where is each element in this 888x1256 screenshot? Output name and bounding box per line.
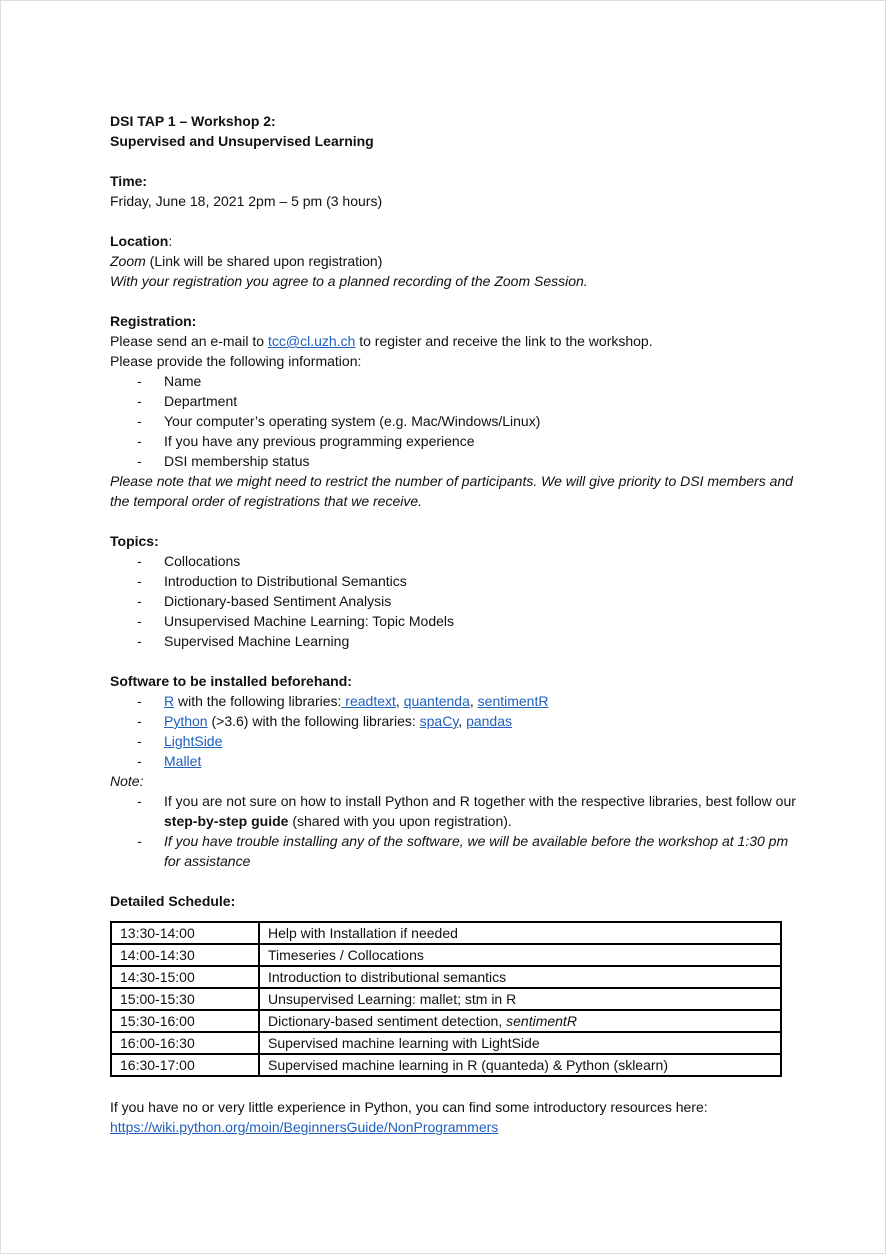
schedule-table bbox=[110, 921, 782, 1077]
location-heading bbox=[110, 231, 800, 251]
footer-link[interactable]: https://wiki.python.org/moin/BeginnersGuide/NonProgrammers bbox=[110, 1119, 499, 1135]
lightside-link[interactable]: LightSide bbox=[164, 733, 223, 749]
schedule-time: 13:30-14:00 bbox=[111, 922, 259, 944]
software-item-mallet bbox=[110, 751, 800, 771]
schedule-time: 14:30-15:00 bbox=[111, 966, 259, 988]
location-value bbox=[110, 251, 800, 271]
readtext-link[interactable]: readtext bbox=[341, 693, 396, 709]
table-row bbox=[111, 1010, 781, 1032]
separator: , bbox=[469, 693, 478, 709]
quantenda-link[interactable]: quantenda bbox=[403, 693, 470, 709]
list-item: - Introduction to Distributional Semantics bbox=[110, 571, 800, 591]
registration-email-post: to register and receive the link to the workshop. bbox=[355, 333, 653, 349]
registration-list bbox=[110, 371, 800, 471]
schedule-time: 16:30-17:00 bbox=[111, 1054, 259, 1076]
software-list bbox=[110, 691, 800, 771]
python-text: (>3.6) with the following libraries: bbox=[207, 713, 420, 729]
note-item1-post: (shared with you upon registration). bbox=[288, 813, 512, 829]
time-value: Friday, June 18, 2021 2pm – 5 pm (3 hours) bbox=[110, 193, 383, 209]
schedule-activity: Supervised machine learning in R (quanteda) & Python (sklearn) bbox=[259, 1054, 781, 1076]
topics-heading: Topics: bbox=[110, 533, 159, 549]
note-item-trouble: - If you have trouble installing any of the software, we will be available before the workshop at 1:30 pm for assistance bbox=[110, 831, 800, 871]
list-item: - Department bbox=[110, 391, 800, 411]
table-row bbox=[111, 966, 781, 988]
footer-text: If you have no or very little experience in Python, you can find some introductory resources here: bbox=[110, 1099, 708, 1115]
title-line-1: DSI TAP 1 – Workshop 2: bbox=[110, 113, 276, 129]
document-content bbox=[110, 111, 800, 1137]
separator: , bbox=[458, 713, 467, 729]
list-item: - Name bbox=[110, 371, 800, 391]
schedule-time: 16:00-16:30 bbox=[111, 1032, 259, 1054]
mallet-link[interactable]: Mallet bbox=[164, 753, 202, 769]
time-heading: Time: bbox=[110, 173, 148, 189]
priority-note: Please note that we might need to restrict the number of participants. We will give priority to DSI members and the temporal order of registrations that we receive. bbox=[110, 473, 793, 509]
sentimentr-link[interactable]: sentimentR bbox=[477, 693, 549, 709]
schedule-activity: Help with Installation if needed bbox=[259, 922, 781, 944]
note-heading: Note: bbox=[110, 773, 144, 789]
spacy-link[interactable]: spaCy bbox=[419, 713, 459, 729]
note-item-install bbox=[110, 791, 800, 831]
location-colon: : bbox=[168, 233, 173, 249]
software-item-r bbox=[110, 691, 800, 711]
list-item: - Supervised Machine Learning bbox=[110, 631, 800, 651]
table-row bbox=[111, 944, 781, 966]
schedule-activity: Timeseries / Collocations bbox=[259, 944, 781, 966]
table-row bbox=[111, 1054, 781, 1076]
location-heading-text: Location bbox=[110, 233, 169, 249]
list-item: - Dictionary-based Sentiment Analysis bbox=[110, 591, 800, 611]
registration-heading: Registration: bbox=[110, 313, 197, 329]
schedule-time: 15:00-15:30 bbox=[111, 988, 259, 1010]
registration-provide: Please provide the following information: bbox=[110, 353, 362, 369]
r-text: with the following libraries: bbox=[174, 693, 342, 709]
schedule-activity: Unsupervised Learning: mallet; stm in R bbox=[259, 988, 781, 1010]
list-item: - DSI membership status bbox=[110, 451, 800, 471]
topics-list bbox=[110, 551, 800, 651]
title-line-2: Supervised and Unsupervised Learning bbox=[110, 133, 374, 149]
location-zoom: Zoom bbox=[110, 253, 146, 269]
table-row bbox=[111, 988, 781, 1010]
schedule-time: 15:30-16:00 bbox=[111, 1010, 259, 1032]
registration-email-link[interactable]: tcc@cl.uzh.ch bbox=[267, 333, 356, 349]
schedule-activity: Supervised machine learning with LightSide bbox=[259, 1032, 781, 1054]
list-item: - Collocations bbox=[110, 551, 800, 571]
table-row bbox=[111, 1032, 781, 1054]
schedule-heading: Detailed Schedule: bbox=[110, 893, 236, 909]
table-row bbox=[111, 922, 781, 944]
note-list bbox=[110, 791, 800, 871]
recording-note: With your registration you agree to a planned recording of the Zoom Session. bbox=[110, 273, 588, 289]
schedule-activity: Introduction to distributional semantics bbox=[259, 966, 781, 988]
note-item1-bold: step-by-step guide bbox=[164, 813, 289, 829]
software-item-lightside bbox=[110, 731, 800, 751]
schedule-time: 14:00-14:30 bbox=[111, 944, 259, 966]
registration-email-line bbox=[110, 331, 800, 351]
list-item: - Unsupervised Machine Learning: Topic Models bbox=[110, 611, 800, 631]
pandas-link[interactable]: pandas bbox=[466, 713, 513, 729]
software-heading: Software to be installed beforehand: bbox=[110, 673, 352, 689]
separator: , bbox=[395, 693, 404, 709]
python-link[interactable]: Python bbox=[164, 713, 208, 729]
schedule-activity-italic: sentimentR bbox=[506, 1013, 577, 1029]
location-zoom-note: (Link will be shared upon registration) bbox=[145, 253, 383, 269]
list-item: - Your computer’s operating system (e.g. Mac/Windows/Linux) bbox=[110, 411, 800, 431]
r-link[interactable]: R bbox=[164, 693, 175, 709]
note-item1-pre: If you are not sure on how to install Python and R together with the respective libraries, best follow our bbox=[164, 793, 796, 809]
registration-email-pre: Please send an e-mail to bbox=[110, 333, 268, 349]
schedule-activity bbox=[259, 1010, 781, 1032]
schedule-activity-text: Dictionary-based sentiment detection, bbox=[268, 1013, 507, 1029]
software-item-python bbox=[110, 711, 800, 731]
list-item: - If you have any previous programming experience bbox=[110, 431, 800, 451]
